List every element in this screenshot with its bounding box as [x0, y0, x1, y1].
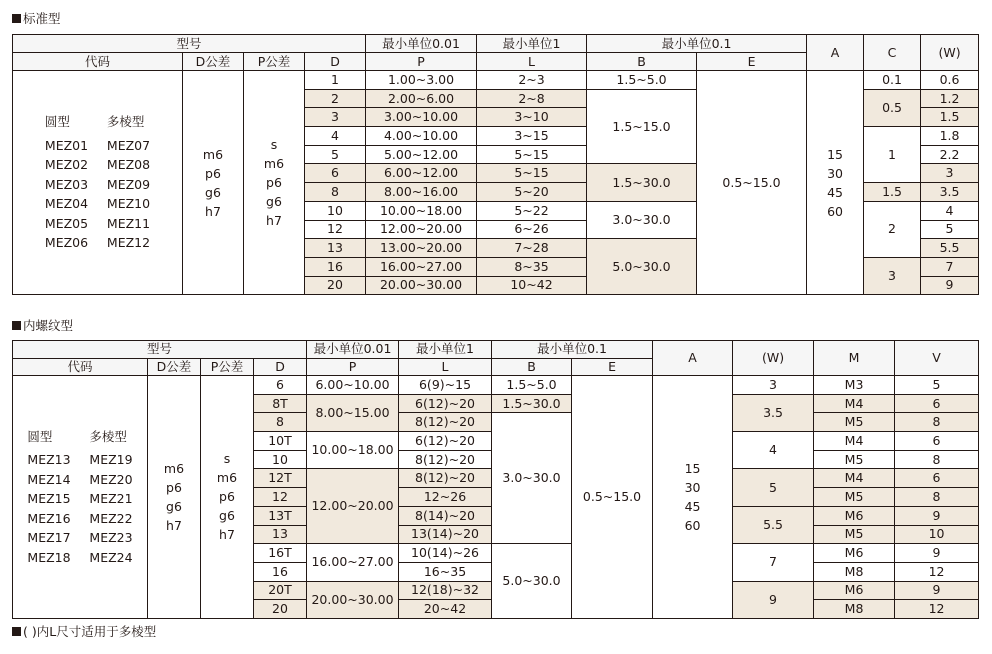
- tolerance-value: g6: [205, 184, 221, 200]
- code-round: MEZ15: [27, 491, 71, 507]
- cell-P: 2.00~6.00: [366, 89, 477, 108]
- header-W: (W): [921, 35, 979, 71]
- tolerance-value: p6: [219, 489, 235, 505]
- cell-D: 8: [305, 183, 366, 202]
- cell-M: M4: [814, 394, 895, 413]
- tolerance-value: g6: [266, 194, 282, 210]
- cell-M: M5: [814, 488, 895, 507]
- code-polygon: MEZ20: [89, 471, 133, 487]
- section-title-text: 内螺纹型: [23, 318, 74, 333]
- code-round: MEZ13: [27, 452, 71, 468]
- cell-V: 9: [895, 544, 979, 563]
- cell-V: 6: [895, 432, 979, 451]
- header-E: E: [697, 53, 807, 71]
- cell-D: 16: [254, 562, 307, 581]
- header-P: P: [307, 358, 399, 376]
- cell-C: 1: [864, 127, 921, 183]
- cell-V: 8: [895, 413, 979, 432]
- cell-W: 7: [733, 544, 814, 581]
- cell-B: 1.5~30.0: [492, 394, 572, 413]
- cell-B: 1.5~15.0: [587, 89, 697, 164]
- cell-P: 8.00~16.00: [366, 183, 477, 202]
- cell-D: 20: [305, 276, 366, 295]
- a-value: 60: [684, 517, 701, 533]
- header-code: 代码: [13, 358, 148, 376]
- header-min-1: 最小单位1: [399, 341, 492, 359]
- section-title-text: 标准型: [23, 11, 61, 26]
- cell-D: 13: [305, 239, 366, 258]
- code-round: MEZ17: [27, 530, 71, 546]
- code-round: MEZ01: [44, 137, 89, 153]
- cell-W: 1.2: [921, 89, 979, 108]
- section-title-threaded: [12, 318, 73, 334]
- header-L: L: [477, 53, 587, 71]
- cell-L: 6~26: [477, 220, 587, 239]
- cell-D: 5: [305, 145, 366, 164]
- cell-M: M6: [814, 544, 895, 563]
- p-tolerance-cell: [244, 71, 305, 295]
- cell-V: 12: [895, 562, 979, 581]
- section-title-standard: [12, 11, 61, 27]
- polygon-type-label: 多棱型: [106, 114, 145, 130]
- code-round: MEZ16: [27, 510, 71, 526]
- tolerance-value: p6: [166, 479, 182, 495]
- cell-B: 3.0~30.0: [587, 201, 697, 238]
- header-D: D: [254, 358, 307, 376]
- cell-V: 5: [895, 376, 979, 395]
- header-p-tolerance: P公差: [201, 358, 254, 376]
- cell-W: 0.6: [921, 71, 979, 90]
- cell-D: 6: [254, 376, 307, 395]
- cell-M: M4: [814, 469, 895, 488]
- cell-C: 1.5: [864, 183, 921, 202]
- cell-D: 12: [305, 220, 366, 239]
- cell-L: 5~20: [477, 183, 587, 202]
- code-polygon: MEZ19: [89, 452, 133, 468]
- cell-B: 5.0~30.0: [587, 239, 697, 295]
- header-B: B: [587, 53, 697, 71]
- tolerance-value: s: [270, 137, 278, 153]
- cell-P: 10.00~18.00: [366, 201, 477, 220]
- cell-M: M3: [814, 376, 895, 395]
- cell-D: 3: [305, 108, 366, 127]
- cell-D: 6: [305, 164, 366, 183]
- cell-P: 4.00~10.00: [366, 127, 477, 146]
- cell-W: 5.5: [921, 239, 979, 258]
- code-polygon: MEZ12: [106, 235, 151, 251]
- d-tolerance-cell: [148, 376, 201, 619]
- cell-D: 16: [305, 257, 366, 276]
- cell-L: 12(18)~32: [399, 581, 492, 600]
- code-polygon: MEZ07: [106, 137, 151, 153]
- a-value: 15: [827, 146, 843, 162]
- cell-W: 2.2: [921, 145, 979, 164]
- a-value: 45: [827, 184, 843, 200]
- header-min-01: 最小单位0.1: [587, 35, 807, 53]
- cell-L: 10(14)~26: [399, 544, 492, 563]
- cell-L: 6(12)~20: [399, 432, 492, 451]
- footnote-text: ( )内L尺寸适用于多棱型: [23, 624, 157, 639]
- cell-D: 8T: [254, 394, 307, 413]
- cell-W: 3.5: [733, 394, 814, 431]
- threaded-spec-table: [12, 340, 979, 619]
- cell-P: 20.00~30.00: [366, 276, 477, 295]
- cell-D: 16T: [254, 544, 307, 563]
- cell-P: 20.00~30.00: [307, 581, 399, 618]
- cell-P: 1.00~3.00: [366, 71, 477, 90]
- tolerance-value: m6: [202, 146, 224, 162]
- cell-W: 1.8: [921, 127, 979, 146]
- cell-P: 12.00~20.00: [307, 469, 399, 544]
- cell-W: 9: [921, 276, 979, 295]
- cell-P: 10.00~18.00: [307, 432, 399, 469]
- tolerance-value: g6: [166, 498, 182, 514]
- code-polygon: MEZ21: [89, 491, 133, 507]
- cell-V: 9: [895, 506, 979, 525]
- cell-L: 8(12)~20: [399, 469, 492, 488]
- cell-L: 8(12)~20: [399, 413, 492, 432]
- cell-C: 3: [864, 257, 921, 294]
- cell-L: 5~15: [477, 164, 587, 183]
- tolerance-value: p6: [266, 175, 282, 191]
- cell-P: 16.00~27.00: [366, 257, 477, 276]
- a-value: 30: [684, 479, 701, 495]
- cell-L: 8(14)~20: [399, 506, 492, 525]
- header-d-tolerance: D公差: [183, 53, 244, 71]
- cell-L: 3~10: [477, 108, 587, 127]
- cell-B: 5.0~30.0: [492, 544, 572, 619]
- cell-L: 16~35: [399, 562, 492, 581]
- header-C: C: [864, 35, 921, 71]
- code-polygon: MEZ10: [106, 196, 151, 212]
- tolerance-value: h7: [205, 203, 221, 219]
- code-polygon: MEZ09: [106, 176, 151, 192]
- cell-D: 1: [305, 71, 366, 90]
- tolerance-value: h7: [219, 527, 235, 543]
- cell-V: 10: [895, 525, 979, 544]
- cell-B: 3.0~30.0: [492, 413, 572, 544]
- header-V: V: [895, 341, 979, 376]
- header-M: M: [814, 341, 895, 376]
- cell-B: 1.5~5.0: [587, 71, 697, 90]
- tolerance-value: m6: [163, 460, 185, 476]
- cell-P: 6.00~12.00: [366, 164, 477, 183]
- header-min-001: 最小单位0.01: [366, 35, 477, 53]
- cell-D: 4: [305, 127, 366, 146]
- code-cell: [13, 376, 148, 619]
- cell-W: 5.5: [733, 506, 814, 543]
- cell-V: 12: [895, 600, 979, 619]
- cell-L: 2~8: [477, 89, 587, 108]
- cell-V: 6: [895, 469, 979, 488]
- cell-L: 20~42: [399, 600, 492, 619]
- cell-D: 13T: [254, 506, 307, 525]
- cell-M: M5: [814, 413, 895, 432]
- cell-D: 10T: [254, 432, 307, 451]
- cell-P: 8.00~15.00: [307, 394, 399, 431]
- header-A: A: [807, 35, 864, 71]
- cell-M: M5: [814, 450, 895, 469]
- cell-L: 10~42: [477, 276, 587, 295]
- header-L: L: [399, 358, 492, 376]
- header-d-tolerance: D公差: [148, 358, 201, 376]
- cell-D: 2: [305, 89, 366, 108]
- header-W: (W): [733, 341, 814, 376]
- cell-P: 12.00~20.00: [366, 220, 477, 239]
- cell-C: 0.1: [864, 71, 921, 90]
- code-polygon: MEZ23: [89, 530, 133, 546]
- polygon-type-label: 多棱型: [89, 428, 127, 444]
- square-bullet-icon: [12, 627, 21, 636]
- a-value: 30: [827, 165, 843, 181]
- tolerance-value: g6: [219, 508, 235, 524]
- cell-V: 8: [895, 450, 979, 469]
- cell-W: 3: [921, 164, 979, 183]
- cell-L: 3~15: [477, 127, 587, 146]
- cell-B: 1.5~5.0: [492, 376, 572, 395]
- header-E: E: [572, 358, 653, 376]
- cell-L: 8~35: [477, 257, 587, 276]
- cell-M: M4: [814, 432, 895, 451]
- cell-D: 13: [254, 525, 307, 544]
- code-polygon: MEZ24: [89, 549, 133, 565]
- p-tolerance-cell: [201, 376, 254, 619]
- cell-C: 2: [864, 201, 921, 257]
- code-round: MEZ06: [44, 235, 89, 251]
- header-min-01: 最小单位0.1: [492, 341, 653, 359]
- cell-P: 13.00~20.00: [366, 239, 477, 258]
- cell-D: 12T: [254, 469, 307, 488]
- cell-P: 5.00~12.00: [366, 145, 477, 164]
- tolerance-value: h7: [166, 517, 182, 533]
- cell-L: 2~3: [477, 71, 587, 90]
- cell-L: 8(12)~20: [399, 450, 492, 469]
- cell-M: M6: [814, 506, 895, 525]
- code-polygon: MEZ11: [106, 215, 151, 231]
- cell-D: 20: [254, 600, 307, 619]
- cell-V: 8: [895, 488, 979, 507]
- header-A: A: [653, 341, 733, 376]
- code-round: MEZ14: [27, 471, 71, 487]
- cell-P: 3.00~10.00: [366, 108, 477, 127]
- tolerance-value: h7: [266, 213, 282, 229]
- cell-L: 6(12)~20: [399, 394, 492, 413]
- cell-L: 5~15: [477, 145, 587, 164]
- code-round: MEZ05: [44, 215, 89, 231]
- cell-B: 1.5~30.0: [587, 164, 697, 201]
- header-code: 代码: [13, 53, 183, 71]
- cell-P: 16.00~27.00: [307, 544, 399, 581]
- a-value: 15: [684, 460, 701, 476]
- cell-L: 13(14)~20: [399, 525, 492, 544]
- header-D: D: [305, 53, 366, 71]
- square-bullet-icon: [12, 14, 21, 23]
- cell-A: [653, 376, 733, 619]
- tolerance-value: p6: [205, 165, 221, 181]
- standard-spec-table: [12, 34, 979, 295]
- cell-V: 6: [895, 394, 979, 413]
- cell-C: 0.5: [864, 89, 921, 126]
- cell-A: [807, 71, 864, 295]
- cell-L: 6(9)~15: [399, 376, 492, 395]
- header-B: B: [492, 358, 572, 376]
- cell-L: 7~28: [477, 239, 587, 258]
- code-polygon: MEZ08: [106, 157, 151, 173]
- a-value: 45: [684, 498, 701, 514]
- cell-E: 0.5~15.0: [572, 376, 653, 619]
- code-round: MEZ04: [44, 196, 89, 212]
- code-round: MEZ18: [27, 549, 71, 565]
- cell-L: 5~22: [477, 201, 587, 220]
- tolerance-value: m6: [216, 470, 238, 486]
- tolerance-value: s: [223, 451, 231, 467]
- footnote: [12, 624, 156, 640]
- round-type-label: 圆型: [44, 114, 70, 130]
- code-cell: [13, 71, 183, 295]
- cell-M: M8: [814, 600, 895, 619]
- cell-D: 10: [305, 201, 366, 220]
- cell-W: 5: [733, 469, 814, 506]
- cell-W: 4: [921, 201, 979, 220]
- cell-L: 12~26: [399, 488, 492, 507]
- cell-V: 9: [895, 581, 979, 600]
- round-type-label: 圆型: [27, 428, 53, 444]
- cell-W: 5: [921, 220, 979, 239]
- square-bullet-icon: [12, 321, 21, 330]
- cell-P: 6.00~10.00: [307, 376, 399, 395]
- header-p-tolerance: P公差: [244, 53, 305, 71]
- header-P: P: [366, 53, 477, 71]
- header-min-1: 最小单位1: [477, 35, 587, 53]
- header-min-001: 最小单位0.01: [307, 341, 399, 359]
- tolerance-value: m6: [263, 156, 285, 172]
- cell-W: 9: [733, 581, 814, 618]
- cell-W: 3.5: [921, 183, 979, 202]
- header-model: 型号: [13, 341, 307, 359]
- cell-E: 0.5~15.0: [697, 71, 807, 295]
- cell-D: 12: [254, 488, 307, 507]
- cell-D: 8: [254, 413, 307, 432]
- code-polygon: MEZ22: [89, 510, 133, 526]
- cell-W: 4: [733, 432, 814, 469]
- cell-M: M5: [814, 525, 895, 544]
- cell-M: M6: [814, 581, 895, 600]
- header-model: 型号: [13, 35, 366, 53]
- cell-D: 20T: [254, 581, 307, 600]
- cell-W: 7: [921, 257, 979, 276]
- cell-W: 1.5: [921, 108, 979, 127]
- code-round: MEZ02: [44, 157, 89, 173]
- cell-W: 3: [733, 376, 814, 395]
- d-tolerance-cell: [183, 71, 244, 295]
- a-value: 60: [827, 203, 843, 219]
- code-round: MEZ03: [44, 176, 89, 192]
- cell-D: 10: [254, 450, 307, 469]
- cell-M: M8: [814, 562, 895, 581]
